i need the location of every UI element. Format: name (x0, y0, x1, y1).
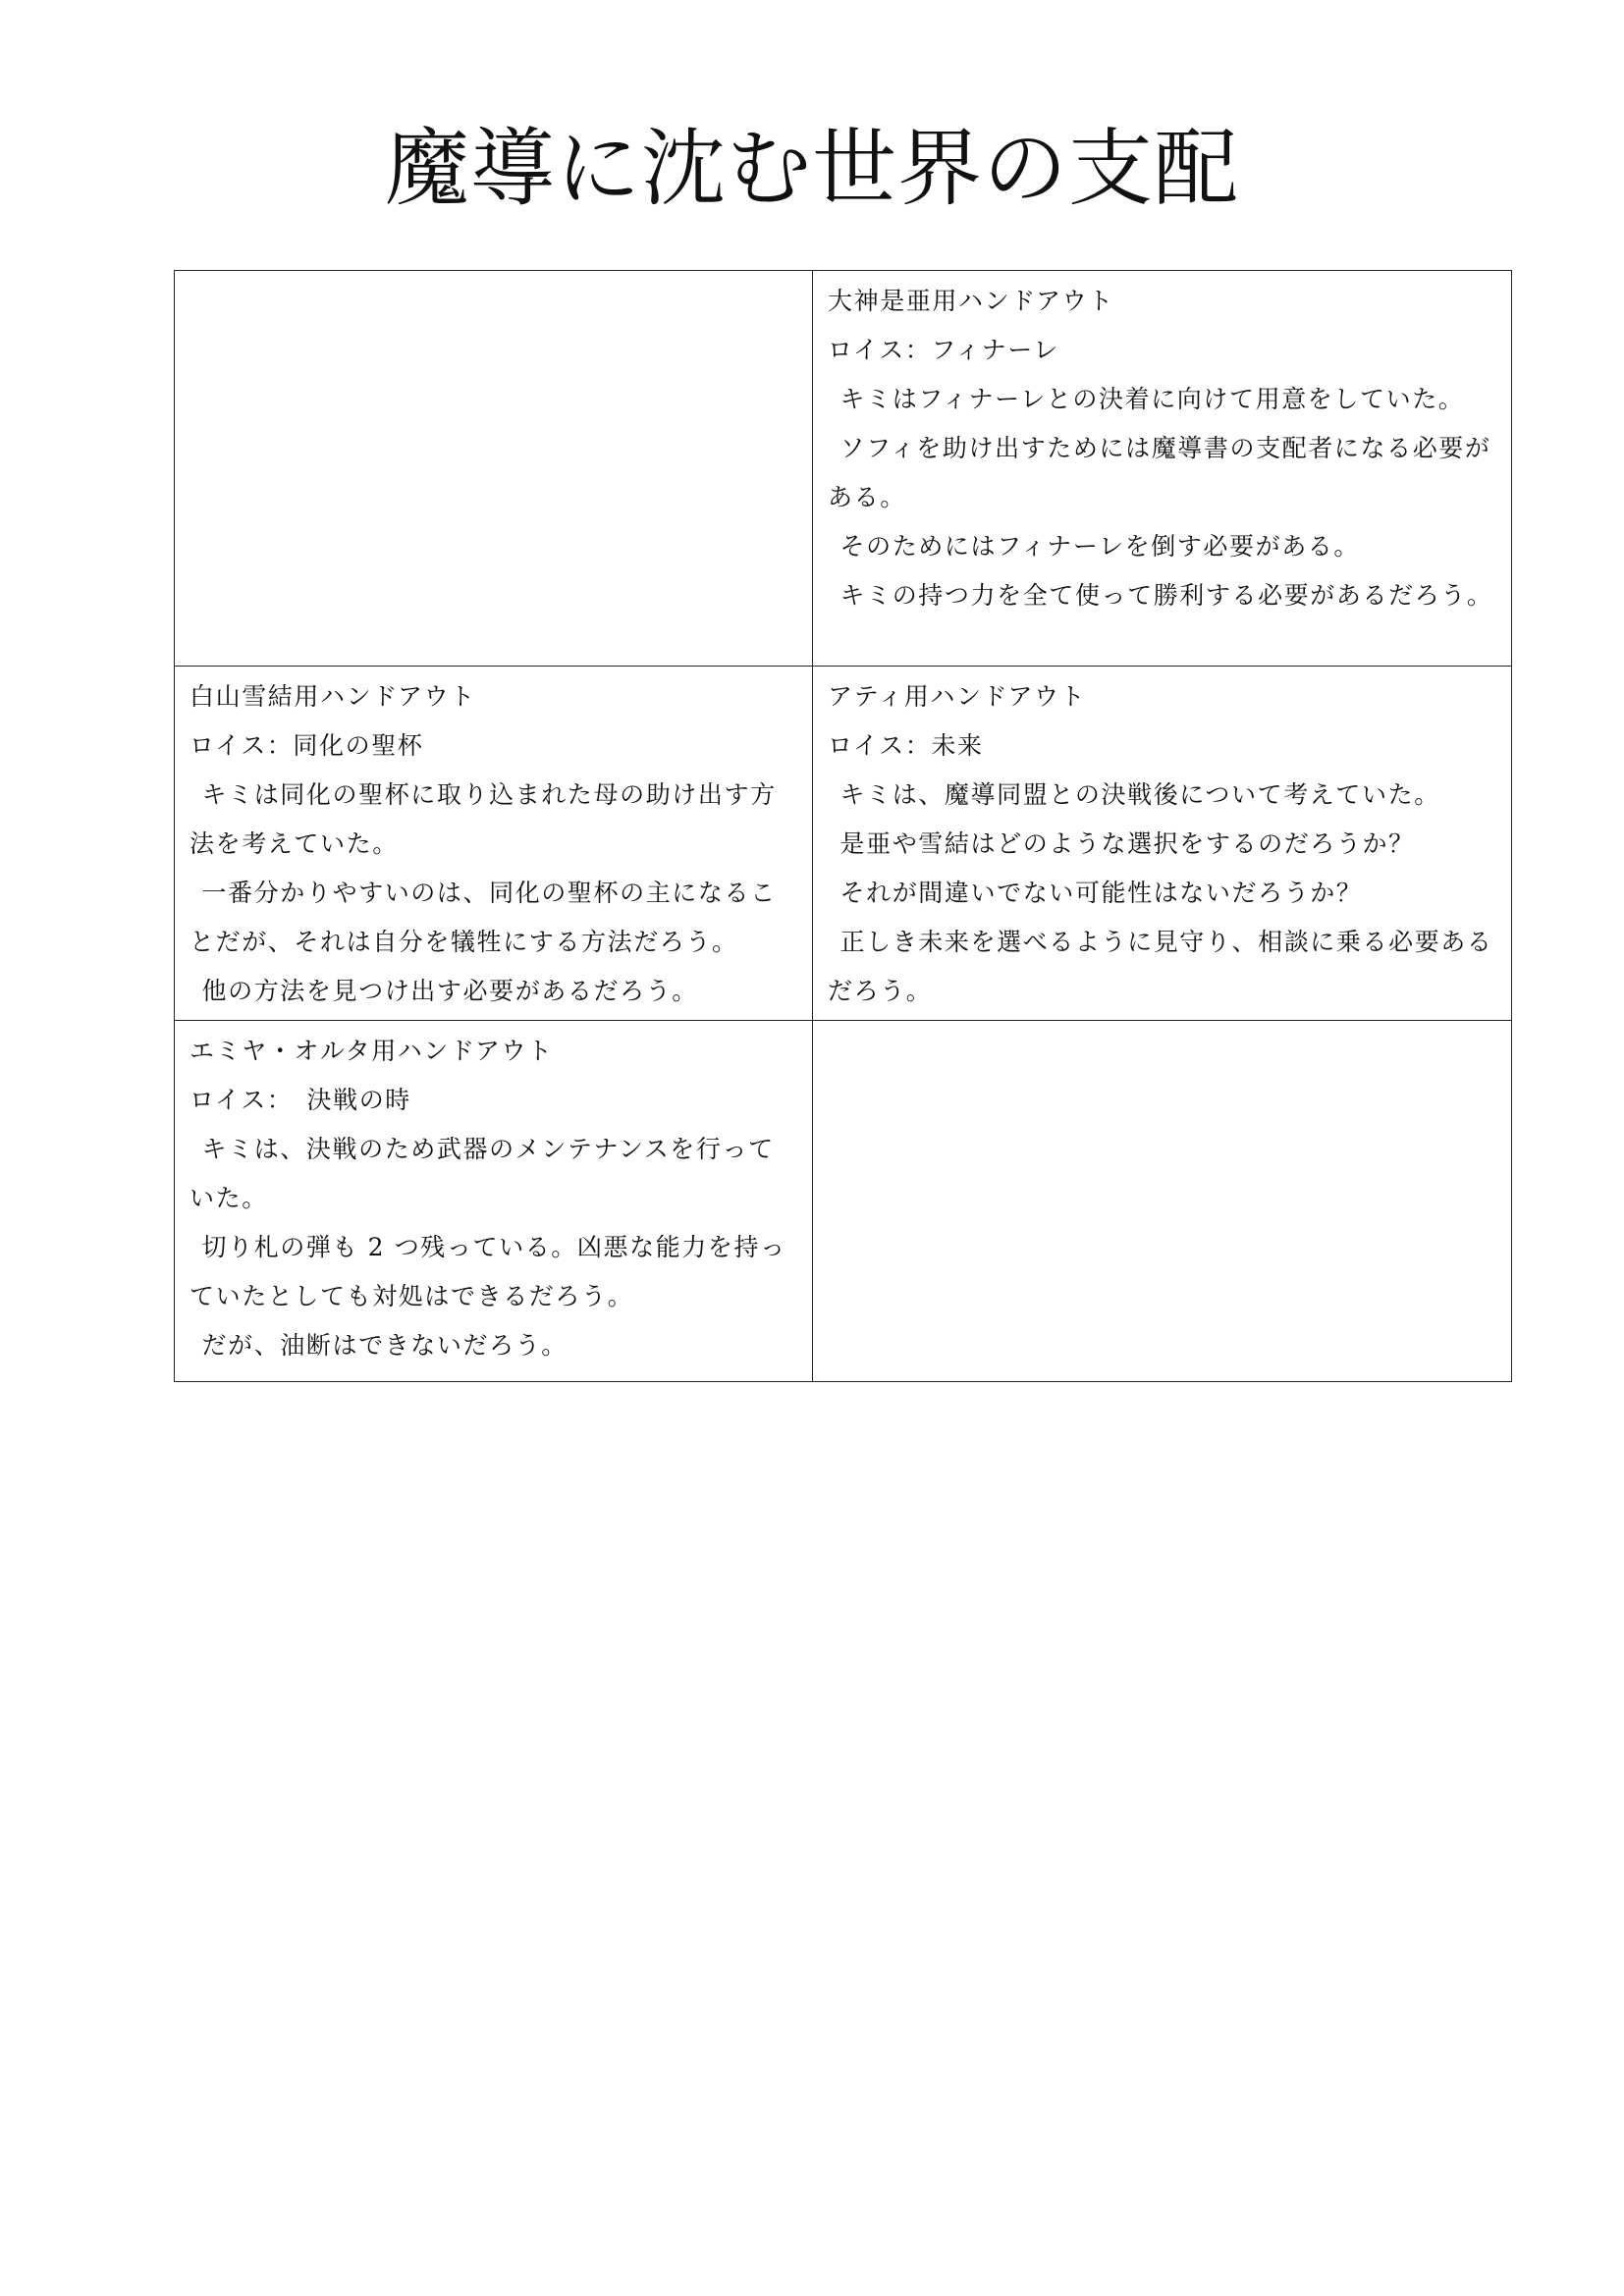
handout-cell-empty-top-left (175, 271, 813, 667)
table-row (175, 667, 1512, 1021)
handout-paragraph: そのためにはフィナーレを倒す必要がある。 (839, 532, 1361, 561)
handout-paragraph: 切り札の弾も 2 つ残っている。凶悪な能力を持っていたとしても対処はできるだろう。 (189, 1233, 786, 1310)
handout-paragraph: キミは、魔導同盟との決戦後について考えていた。 (839, 780, 1440, 809)
handout-heading: エミヤ・オルタ用ハンドアウト (189, 1037, 554, 1065)
handout-cell-daijin-zea (813, 271, 1512, 667)
handout-paragraph: だが、油断はできないだろう。 (201, 1331, 568, 1360)
handout-paragraph: 正しき未来を選べるように見守り、相談に乗る必要あるだろう。 (828, 928, 1493, 1005)
handout-cell-emiya-alter (175, 1021, 813, 1382)
handout-paragraph: それが間違いでない可能性はないだろうか？ (839, 879, 1363, 907)
handout-paragraph: キミの持つ力を全て使って勝利する必要があるだろう。 (839, 581, 1493, 610)
handout-lois: ロイス：フィナーレ (828, 336, 1059, 364)
handout-cell-shirayama-yuyu (175, 667, 813, 1021)
handout-paragraph: 他の方法を見つけ出す必要があるだろう。 (201, 977, 698, 1005)
handout-heading: 大神是亜用ハンドアウト (828, 287, 1114, 315)
handout-paragraph: ソフィを助け出すためには魔導書の支配者になる必要がある。 (828, 434, 1491, 511)
handout-lois: ロイス：同化の聖杯 (189, 731, 424, 760)
handout-paragraph: キミは、決戦のため武器のメンテナンスを行っていた。 (189, 1135, 775, 1212)
handout-table (174, 270, 1512, 1382)
table-row (175, 271, 1512, 667)
handout-cell-empty-bottom-right (813, 1021, 1512, 1382)
handout-heading: アティ用ハンドアウト (828, 682, 1087, 711)
handout-cell-ati (813, 667, 1512, 1021)
handout-paragraph: キミはフィナーレとの決着に向けて用意をしていた。 (839, 385, 1465, 413)
handout-heading: 白山雪結用ハンドアウト (189, 682, 476, 711)
handout-paragraph: 一番分かりやすいのは、同化の聖杯の主になることだが、それは自分を犠牲にする方法だろう。 (189, 879, 777, 956)
handout-lois: ロイス：未来 (828, 731, 984, 760)
page-title: 魔導に沈む世界の支配 (385, 120, 1239, 218)
handout-paragraph: キミは同化の聖杯に取り込まれた母の助け出す方法を考えていた。 (189, 780, 777, 858)
handout-lois: ロイス： 決戦の時 (189, 1086, 411, 1114)
table-row (175, 1021, 1512, 1382)
handout-paragraph: 是亜や雪結はどのような選択をするのだろうか？ (839, 829, 1415, 858)
